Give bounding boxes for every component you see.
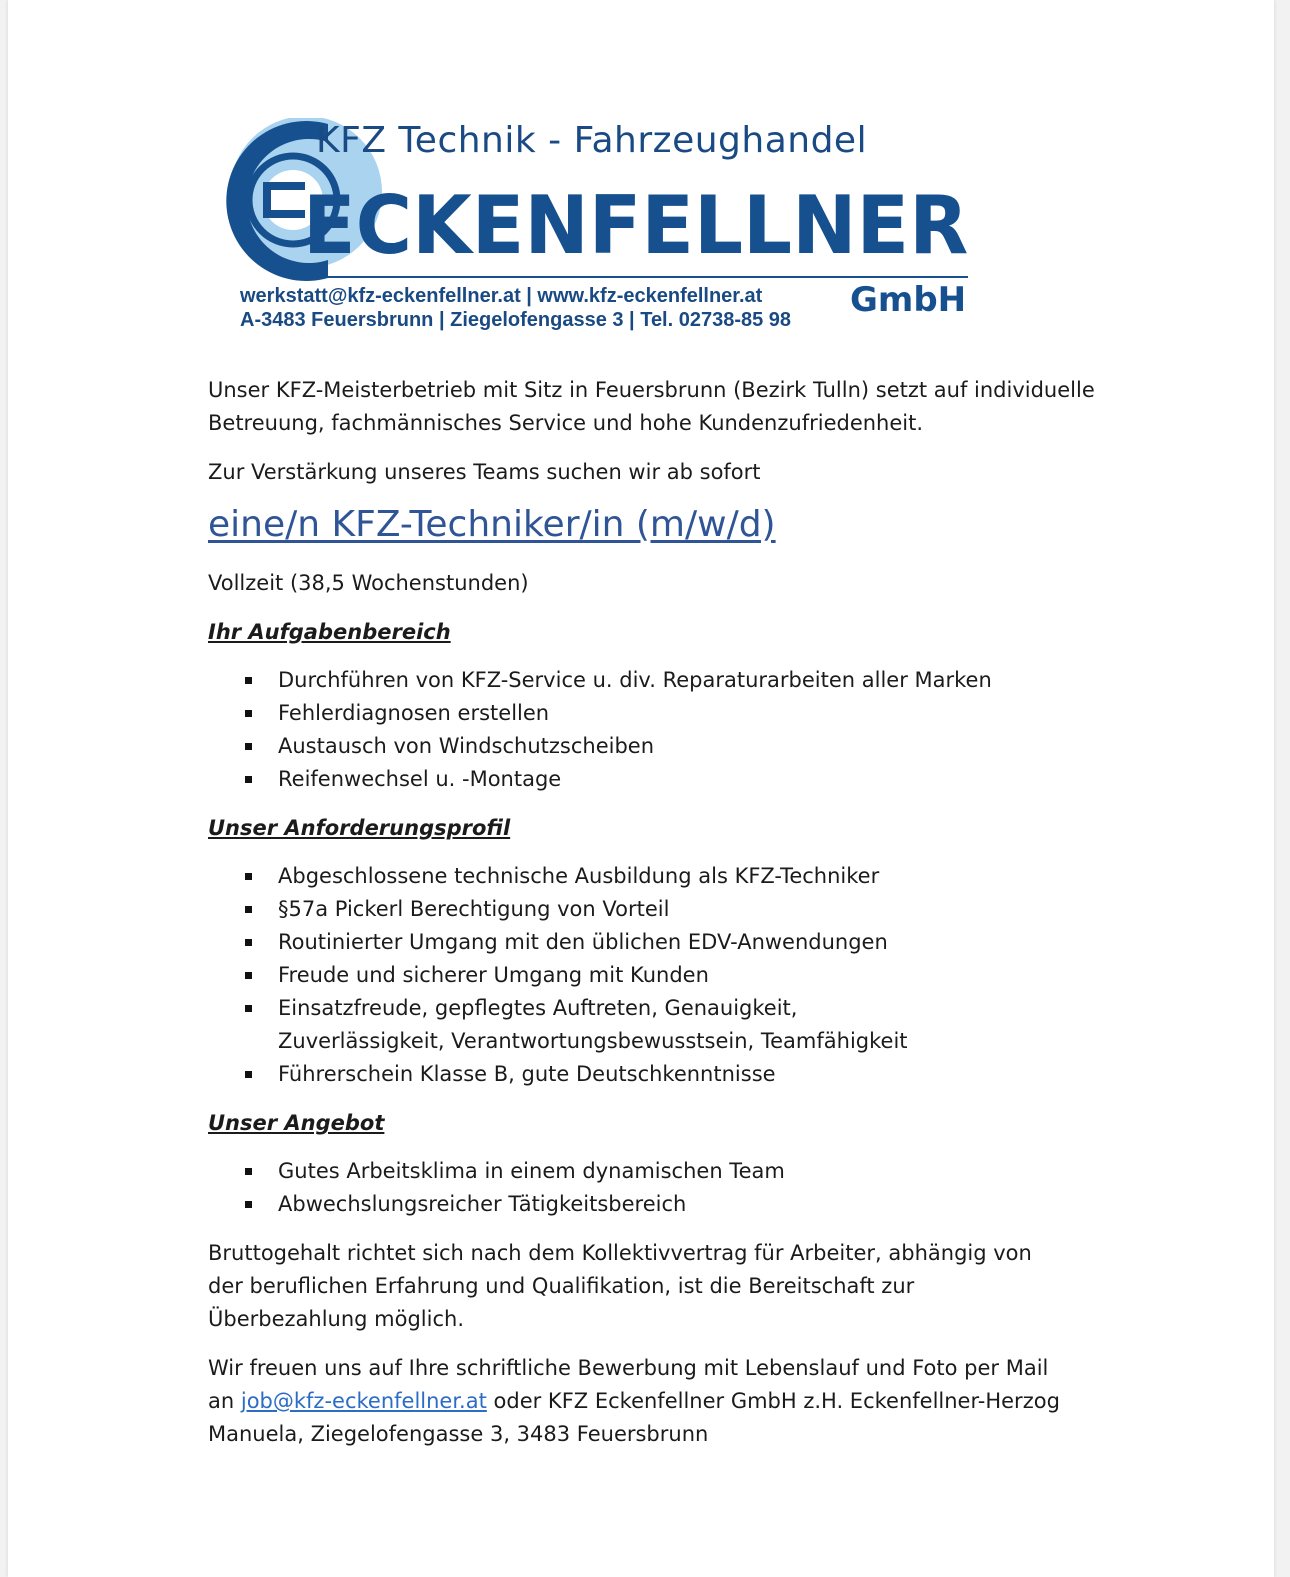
logo-contact-web: werkstatt@kfz-eckenfellner.at | www.kfz-eckenfellner.at [240, 285, 763, 307]
list-item: §57a Pickerl Berechtigung von Vorteil [208, 893, 1108, 926]
list-item: Freude und sicherer Umgang mit Kunden [208, 959, 1108, 992]
logo-contact-address: A-3483 Feuersbrunn | Ziegelofengasse 3 | Tel. 02738-85 98 [240, 309, 792, 331]
requirements-list [208, 860, 1108, 1091]
intro-paragraph: Unser KFZ-Meisterbetrieb mit Sitz in Feuersbrunn (Bezirk Tulln) setzt auf individuelle Betreuung, fachmännisches Service und hohe Kundenzufriedenheit. [208, 378, 1095, 435]
job-title: eine/n KFZ-Techniker/in (m/w/d) [208, 504, 776, 545]
list-item: Routinierter Umgang mit den üblichen EDV-Anwendungen [208, 926, 1108, 959]
document-page [8, 0, 1274, 1577]
logo-gmbh: GmbH [850, 280, 967, 320]
logo-tagline: KFZ Technik - Fahrzeughandel [316, 120, 868, 161]
working-hours: Vollzeit (38,5 Wochenstunden) [208, 571, 529, 595]
offer-heading: Unser Angebot [208, 1111, 385, 1135]
list-item: Abwechslungsreicher Tätigkeitsbereich [208, 1188, 1108, 1221]
list-item: Führerschein Klasse B, gute Deutschkenntnisse [208, 1058, 1108, 1091]
tasks-list [208, 664, 1108, 796]
salary-paragraph: Bruttogehalt richtet sich nach dem Kollektivvertrag für Arbeiter, abhängig von der beruflichen Erfahrung und Qualifikation, ist die Bereitschaft zur Überbezahlung möglich. [208, 1241, 1032, 1331]
logo-wordmark: ECKENFELLNER [303, 179, 969, 272]
closing-text-after: oder KFZ Eckenfellner GmbH z.H. Eckenfellner-Herzog Manuela, Ziegelofengasse 3, 3483 Feuersbrunn [208, 1389, 1060, 1446]
tasks-heading: Ihr Aufgabenbereich [208, 620, 451, 644]
logo-divider [303, 276, 968, 278]
list-item: Einsatzfreude, gepflegtes Auftreten, Genauigkeit, Zuverlässigkeit, Verantwortungsbewusstsein, Teamfähigkeit [208, 992, 1108, 1058]
closing-paragraph [208, 1352, 1108, 1451]
job-ad-body [208, 374, 1108, 1451]
list-item: Reifenwechsel u. -Montage [208, 763, 1108, 796]
company-logo [208, 118, 988, 343]
list-item: Abgeschlossene technische Ausbildung als KFZ-Techniker [208, 860, 1108, 893]
offer-list [208, 1155, 1108, 1221]
requirements-heading: Unser Anforderungsprofil [208, 816, 511, 840]
list-item: Durchführen von KFZ-Service u. div. Reparaturarbeiten aller Marken [208, 664, 1108, 697]
list-item: Gutes Arbeitsklima in einem dynamischen Team [208, 1155, 1108, 1188]
lead-paragraph: Zur Verstärkung unseres Teams suchen wir ab sofort [208, 460, 761, 484]
list-item: Fehlerdiagnosen erstellen [208, 697, 1108, 730]
closing-text-before: Wir freuen uns auf Ihre schriftliche Bewerbung mit Lebenslauf und Foto per Mail an [208, 1356, 1049, 1413]
email-link[interactable]: job@kfz-eckenfellner.at [240, 1389, 487, 1413]
list-item: Austausch von Windschutzscheiben [208, 730, 1108, 763]
